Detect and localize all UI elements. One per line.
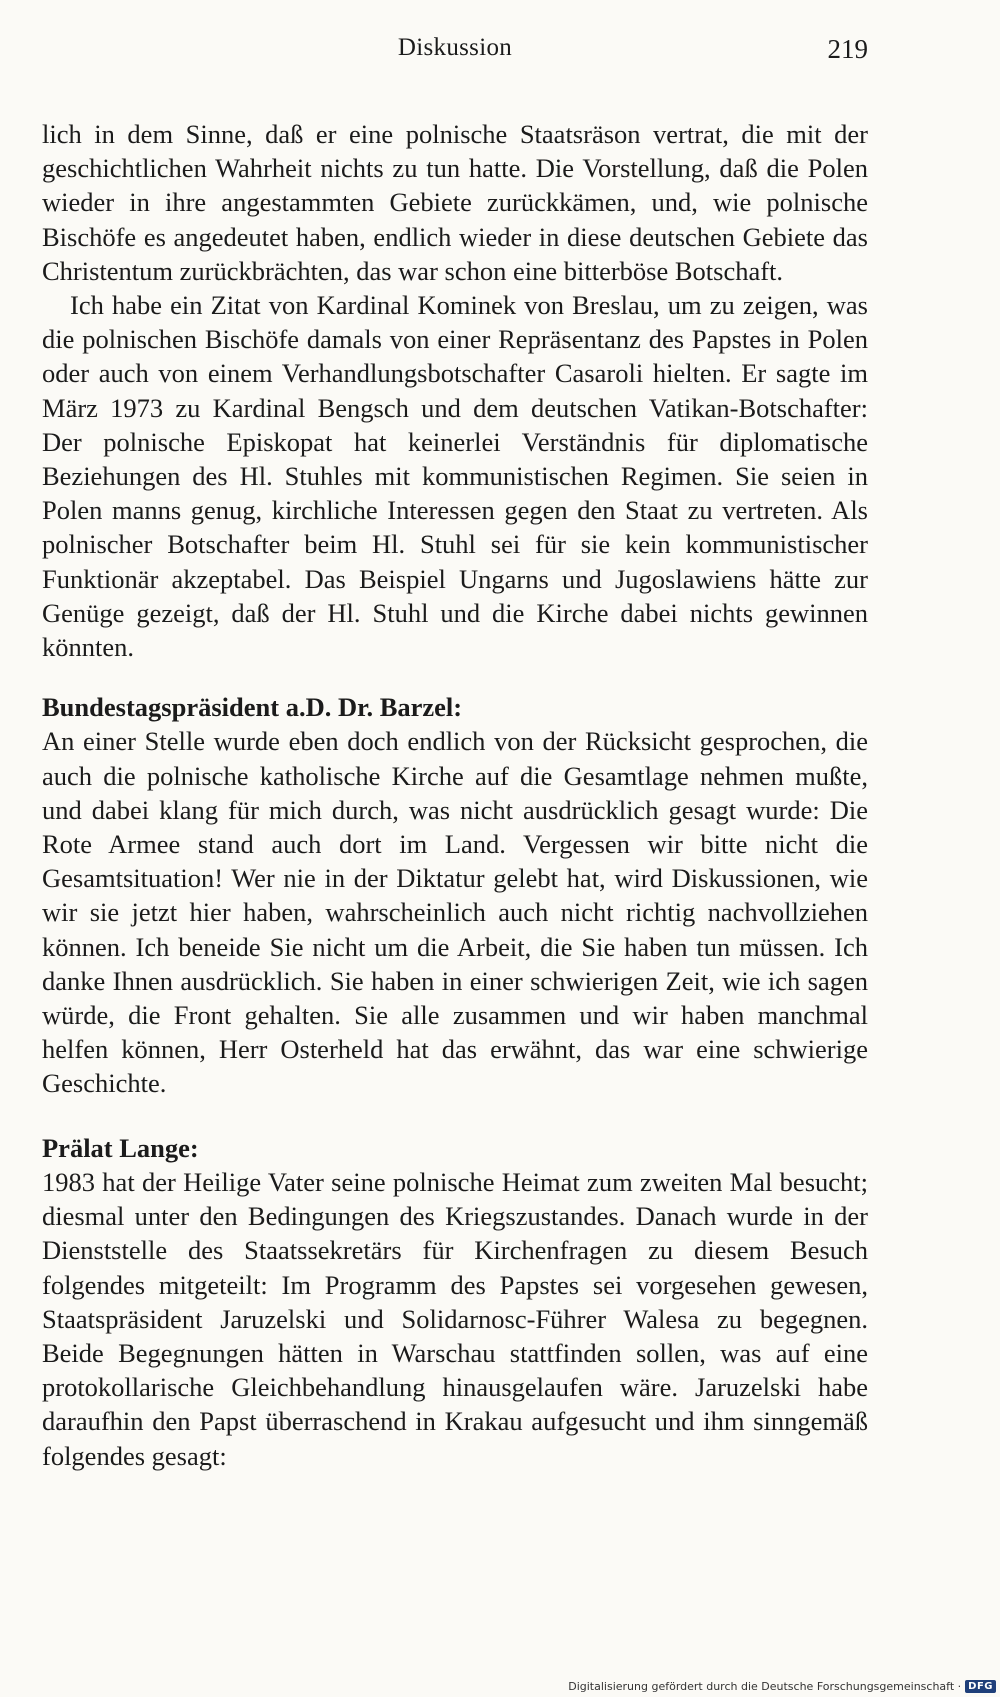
paragraph-1: lich in dem Sinne, daß er eine polnische Staatsräson vertrat, die mit der geschichtlichen Wahrheit nichts zu tun hatte. Die Vorstellung, daß die Polen wieder in ihre angestammten Gebiete zurückkämen, und, wie polnische Bischöfe es angedeutet haben, endlich wieder in diese deutschen Gebiete das Christentum zurückbrächten, das war schon eine bitterböse Botschaft. [42,119,868,286]
page-number: 219 [827,34,868,64]
running-head [42,34,868,70]
digitization-footer [568,1680,996,1693]
speaker-heading-barzel: Bundestagspräsident a.D. Dr. Barzel: [42,692,463,723]
paragraph-4: 1983 hat der Heilige Vater seine polnische Heimat zum zweiten Mal besucht; diesmal unter den Bedingungen des Kriegszustandes. Danach wurde in der Dienststelle des Staatssekretärs für Kirchenfragen zu diesem Besuch folgendes mitgeteilt: Im Programm des Papstes sei vorgesehen gewesen, Staatspräsident Jaruzelski und Solidarnosc-Führer Walesa zu begegnen. Beide Begegnungen hätten in Warschau stattfinden sollen, was auf eine protokollarische Gleichbehandlung hinausgelaufen wäre. Jaruzelski habe daraufhin den Papst überraschend in Krakau aufgesucht und ihm sinngemäß folgendes gesagt: [42,1166,868,1471]
dfg-logo: DFG [965,1680,996,1693]
body-text [42,117,868,1473]
running-title: Diskussion [397,34,513,61]
footer-text: Digitalisierung gefördert durch die Deutsche Forschungsgemeinschaft · [568,1680,962,1693]
paragraph-3: An einer Stelle wurde eben doch endlich von der Rücksicht gesprochen, die auch die polnische katholische Kirche auf die Gesamtlage nehmen mußte, und dabei klang für mich durch, was nicht ausdrücklich gesagt wurde: Die Rote Armee stand auch dort im Land. Vergessen wir bitte nicht die Gesamtsituation! Wer nie in der Diktatur gelebt hat, wird Diskussionen, wie wir sie jetzt hier haben, wahrscheinlich auch nicht richtig nachvollziehen können. Ich beneide Sie nicht um die Arbeit, die Sie haben tun müssen. Ich danke Ihnen ausdrücklich. Sie haben in einer schwierigen Zeit, wie ich sagen würde, die Front gehalten. Sie alle zusammen und wir haben manchmal helfen können, Herr Osterheld hat das erwähnt, das war eine schwierige Geschichte. [42,726,868,1099]
speaker-heading-lange: Prälat Lange: [42,1132,199,1163]
paragraph-2: Ich habe ein Zitat von Kardinal Kominek von Breslau, um zu zeigen, was die polnischen Bischöfe damals von einer Repräsentanz des Papstes in Polen oder auch von einem Verhandlungsbotschafter Casaroli hielten. Er sagte im März 1973 zu Kardinal Bengsch und dem deutschen Vatikan-Botschafter: Der polnische Episkopat hat keinerlei Verständnis für diplomatische Beziehungen des Hl. Stuhles mit kommunistischen Regimen. Sie seien in Polen manns genug, kirchliche Interessen gegen den Staat zu vertreten. Als polnischer Botschafter beim Hl. Stuhl sei für sie kein kommunistischer Funktionär akzeptabel. Das Beispiel Ungarns und Jugoslawiens hätte zur Genüge gezeigt, daß der Hl. Stuhl und die Kirche dabei nichts gewinnen könnten. [42,290,868,663]
